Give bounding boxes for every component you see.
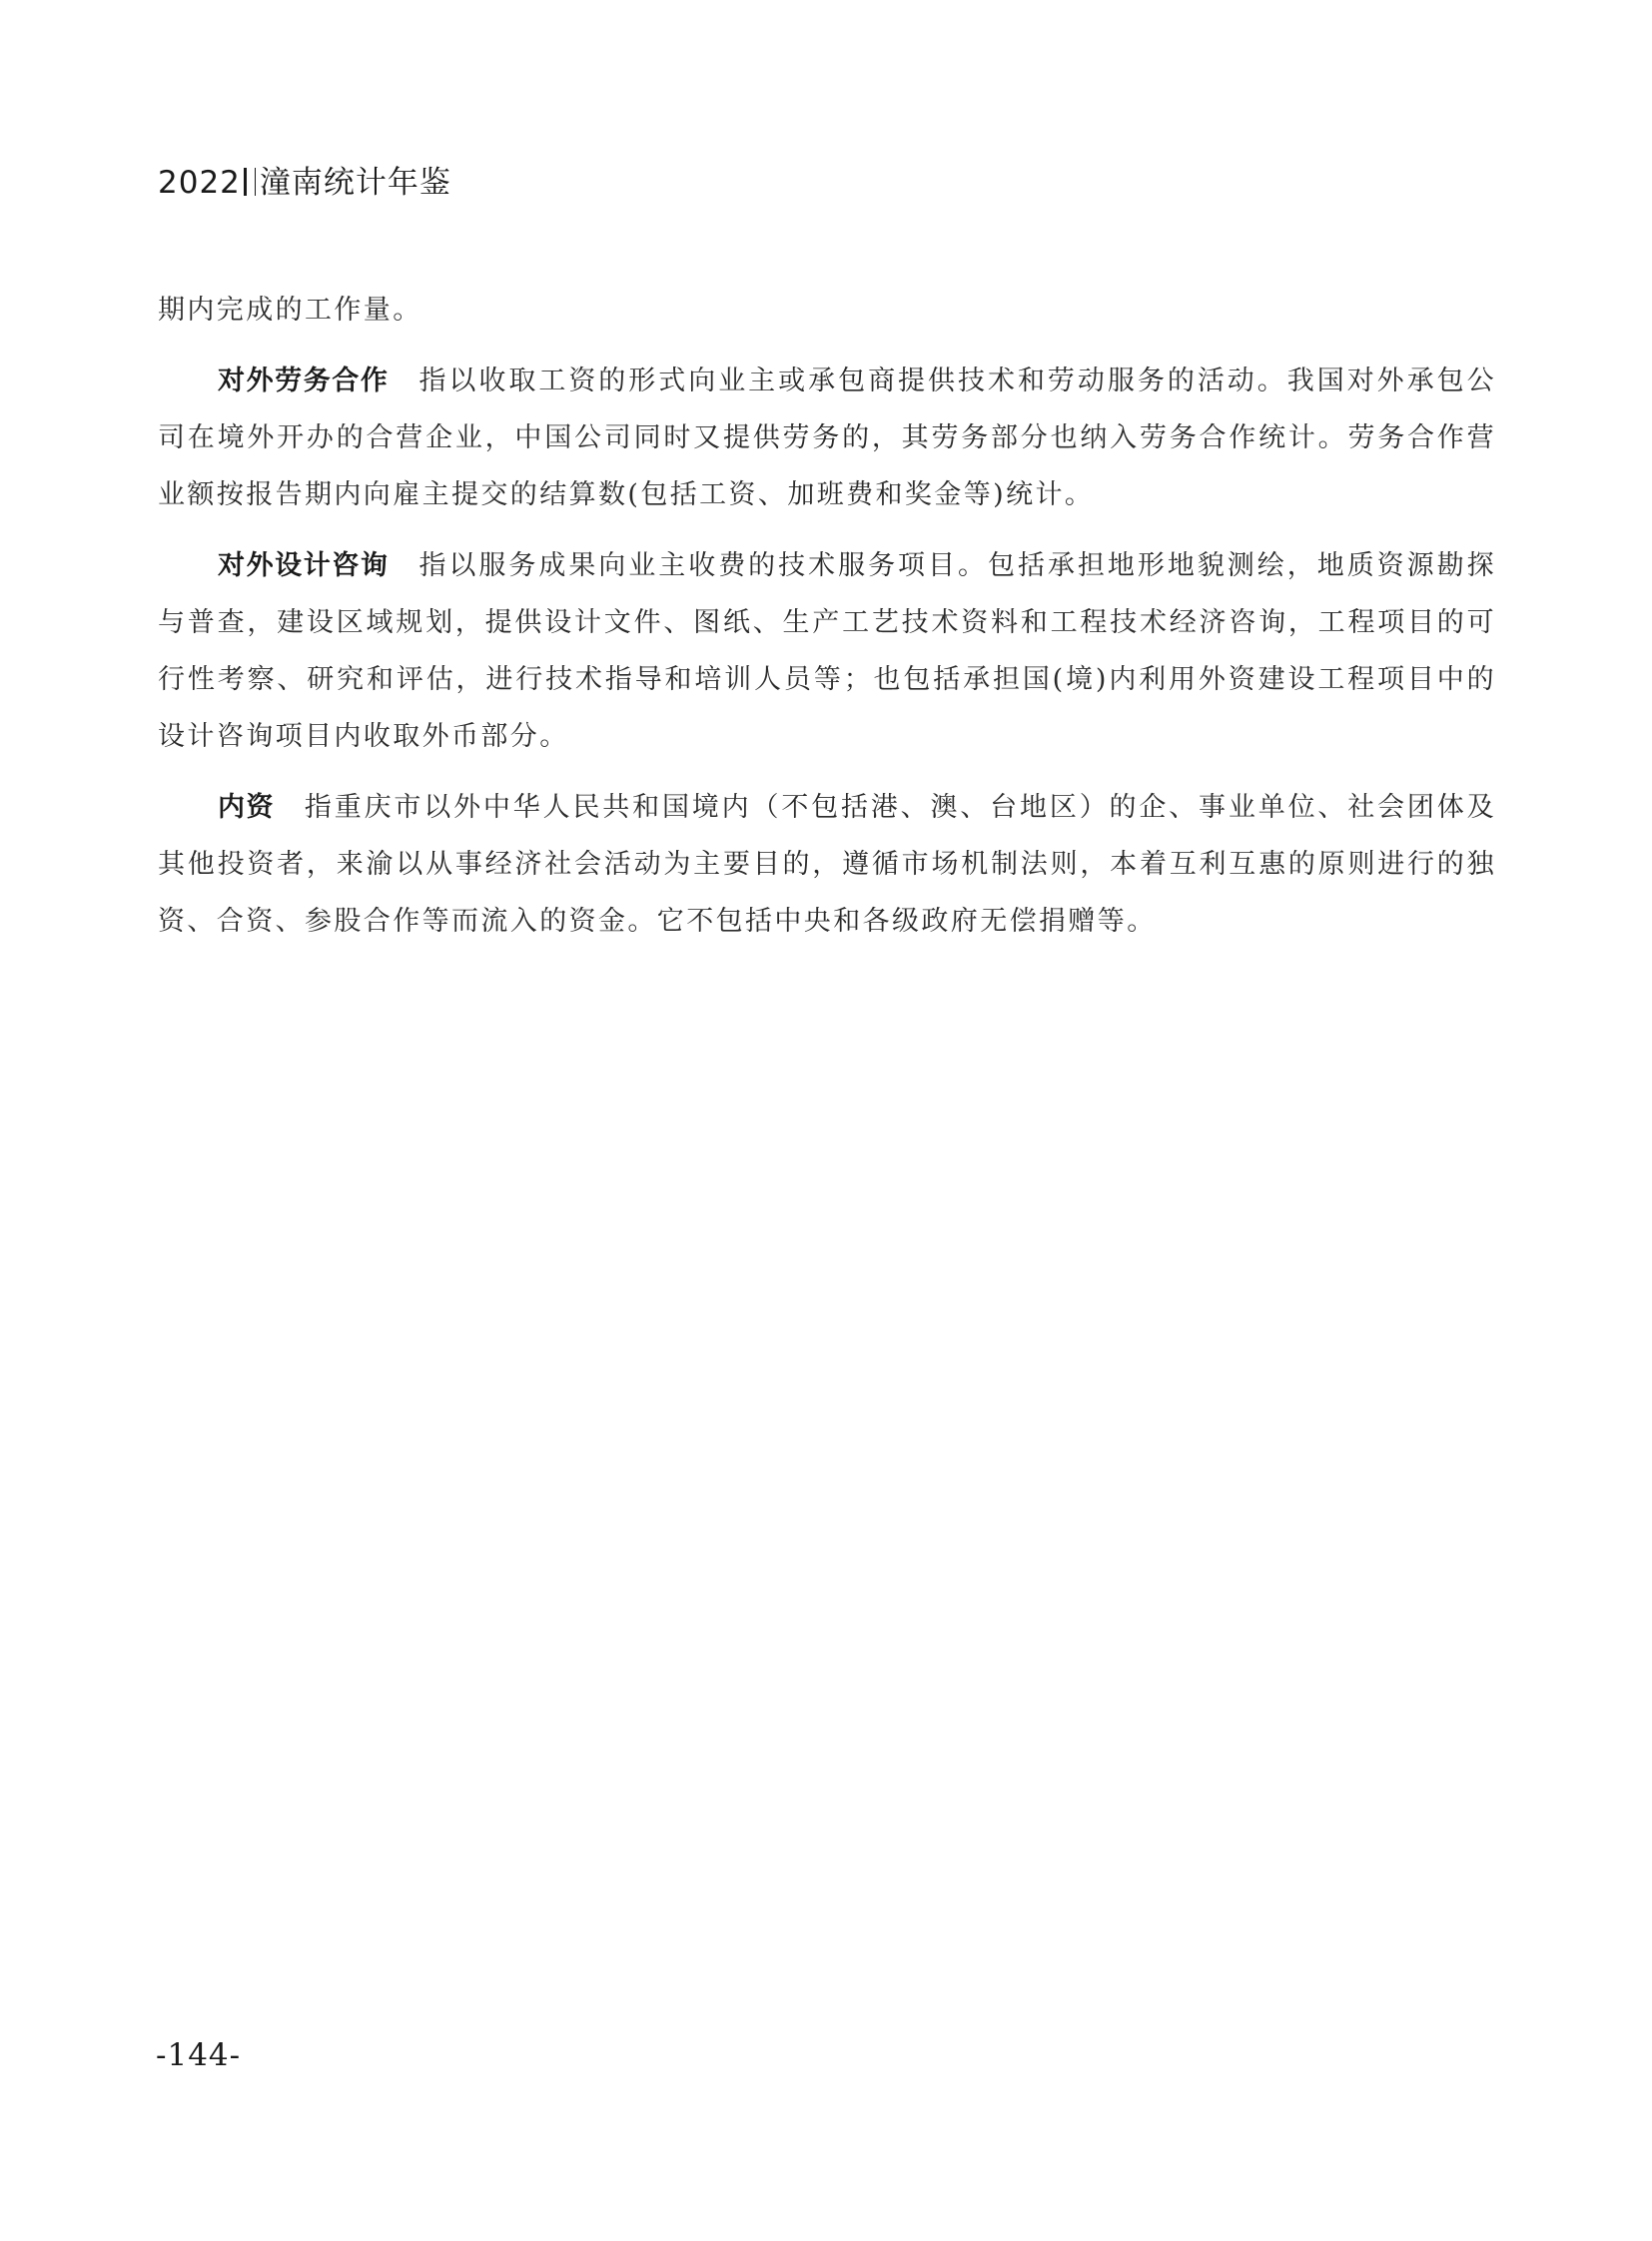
paragraph-text: 指以服务成果向业主收费的技术服务项目。包括承担地形地貌测绘，地质资源勘探与普查，建设区域规划，提供设计文件、图纸、生产工艺技术资料和工程技术经济咨询，工程项目的可行性考察、研究和评估，进行技术指导和培训人员等；也包括承担国(境)内利用外资建设工程项目中的设计咨询项目内收取外币部分。 <box>158 550 1496 752</box>
paragraph-foreign-labor-cooperation <box>158 353 1496 523</box>
page-number: -144- <box>156 2037 242 2073</box>
term-heading: 内资 <box>218 792 275 823</box>
paragraph-text: 指以收取工资的形式向业主或承包商提供技术和劳动服务的活动。我国对外承包公司在境外开办的合营企业，中国公司同时又提供劳务的，其劳务部分也纳入劳务合作统计。劳务合作营业额按报告期内向雇主提交的结算数(包括工资、加班费和奖金等)统计。 <box>158 366 1496 510</box>
document-body <box>158 282 1496 964</box>
header-separator <box>244 168 256 196</box>
term-heading: 对外设计咨询 <box>218 550 390 581</box>
header-year: 2022 <box>158 165 241 201</box>
paragraph-text: 期内完成的工作量。 <box>158 295 422 326</box>
term-heading: 对外劳务合作 <box>218 366 390 396</box>
paragraph-text: 指重庆市以外中华人民共和国境内（不包括港、澳、台地区）的企、事业单位、社会团体及其他投资者，来渝以从事经济社会活动为主要目的，遵循市场机制法则，本着互利互惠的原则进行的独资、合资、参股合作等而流入的资金。它不包括中央和各级政府无偿捐赠等。 <box>158 792 1497 937</box>
header-title: 潼南统计年鉴 <box>259 165 451 201</box>
paragraph-foreign-design-consulting <box>158 537 1496 765</box>
paragraph-domestic-capital <box>158 779 1496 950</box>
running-header <box>158 157 451 202</box>
paragraph-continuation <box>158 282 1496 339</box>
